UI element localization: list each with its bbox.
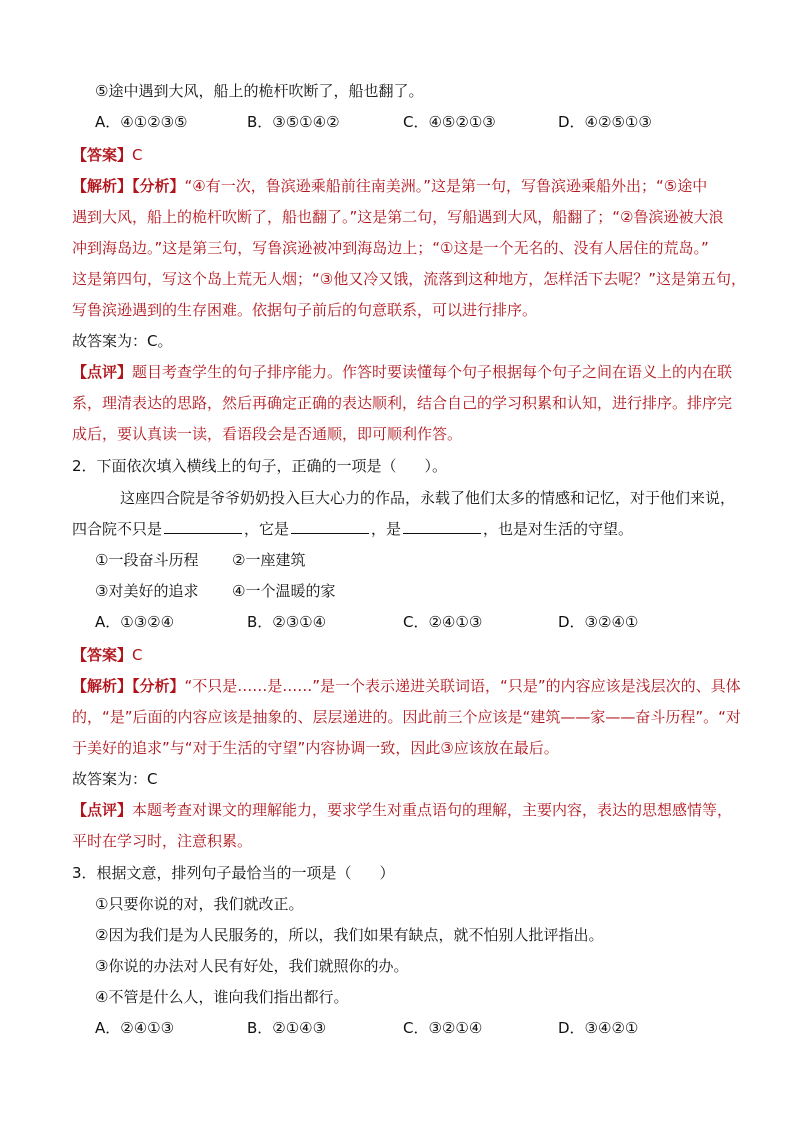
q2-stem (72, 456, 447, 476)
q1-option-a: A．④①②③⑤ (95, 113, 188, 131)
q2-passage-seg-1: 四合院不只是 (72, 520, 163, 538)
q3-stem (72, 863, 395, 883)
q2-final-answer: 故答案为：C (72, 770, 158, 788)
q2-item-3: ③对美好的追求 (95, 582, 199, 600)
q2-passage-seg-2: ，它是 (244, 520, 290, 538)
q3-option-d: D．③④②① (558, 1019, 639, 1037)
q1-option-d: D．④②⑤①③ (558, 113, 652, 131)
q3-option-b: B．②①④③ (247, 1019, 327, 1037)
q1-analysis-line-5: 写鲁滨逊遇到的生存困难。依据句子前后的句意联系，可以进行排序。 (72, 301, 538, 319)
q1-comment-line-1 (72, 362, 732, 382)
q2-passage-seg-3: ，是 (371, 520, 402, 538)
q2-comment-line-2: 平时在学习时，注意积累。 (72, 832, 253, 850)
q1-option-b: B．③⑤①④② (247, 113, 340, 131)
fill-blank-1 (164, 519, 242, 534)
answer-value: C (132, 146, 143, 164)
q1-analysis-line-3: 冲到海岛边。”这是第三句，写鲁滨逊被冲到海岛边上；“①这是一个无名的、没有人居住的荒岛。” (72, 239, 709, 257)
q3-option-c: C．③②①④ (403, 1019, 483, 1037)
q2-comment-line-1 (72, 800, 732, 820)
q2-option-c: C．②④①③ (403, 613, 483, 631)
q1-comment-line-3: 成后，要认真读一读，看语段会是否通顺，即可顺利作答。 (72, 425, 463, 443)
q1-answer (72, 145, 143, 165)
comment-text: 本题考查对课文的理解能力，要求学生对重点语句的理解，主要内容，表达的思想感情等， (132, 801, 733, 819)
q1-comment-line-2: 系，理清表达的思路，然后再确定正确的表达顺利，结合自己的学习积累和认知，进行排序。排序完 (72, 394, 733, 412)
q2-item-1: ①一段奋斗历程 (95, 551, 199, 569)
q2-stem-end: ）。 (424, 457, 448, 475)
q3-stem-text: 3．根据文意，排列句子最恰当的一项是（ (72, 864, 352, 882)
analysis-tag: 【解析】【分析】 (72, 677, 185, 695)
fill-blank-2 (291, 519, 369, 534)
q3-item-4: ④不管是什么人，谁向我们指出都行。 (95, 988, 349, 1006)
q2-item-4: ④一个温暖的家 (232, 582, 336, 600)
q1-item-5: ⑤途中遇到大风，船上的桅杆吹断了，船也翻了。 (95, 82, 424, 100)
analysis-text: “不只是……是……”是一个表示递进关联词语，“只是”的内容应该是浅层次的、具体 (184, 677, 741, 695)
q2-passage-seg-4: ，也是对生活的守望。 (483, 520, 634, 538)
comment-tag: 【点评】 (72, 363, 133, 381)
q2-analysis-line-1 (72, 676, 741, 696)
fill-blank-3 (403, 519, 481, 534)
q2-option-a: A．①③②④ (95, 613, 175, 631)
analysis-tag: 【解析】【分析】 (72, 177, 185, 195)
q1-final-answer: 故答案为：C。 (72, 332, 173, 350)
q3-item-1: ①只要你说的对，我们就改正。 (95, 895, 304, 913)
q2-passage-line-2 (72, 519, 633, 539)
q2-item-2: ②一座建筑 (232, 551, 306, 569)
comment-tag: 【点评】 (72, 801, 133, 819)
q3-item-2: ②因为我们是为人民服务的，所以，我们如果有缺点，就不怕别人批评指出。 (95, 926, 604, 944)
q2-answer (72, 645, 143, 665)
q2-option-d: D．③②④① (558, 613, 639, 631)
answer-tag: 【答案】 (72, 146, 133, 164)
analysis-text: “④有一次，鲁滨逊乘船前往南美洲。”这是第一句，写鲁滨逊乘船外出；“⑤途中 (184, 177, 708, 195)
q2-analysis-line-2: 的，“是”后面的内容应该是抽象的、层层递进的。因此前三个应该是“建筑——家——奋斗历程”。“对 (72, 708, 741, 726)
q2-passage-line-1: 这座四合院是爷爷奶奶投入巨大心力的作品，永载了他们太多的情感和记忆，对于他们来说， (120, 489, 736, 507)
q1-analysis-line-4: 这是第四句，写这个岛上荒无人烟；“③他又冷又饿，流落到这种地方，怎样活下去呢？”这是第五句， (72, 270, 746, 288)
q2-analysis-line-3: 于美好的追求”与“对于生活的守望”内容协调一致，因此③应该放在最后。 (72, 739, 559, 757)
q1-analysis-line-2: 遇到大风，船上的桅杆吹断了，船也翻了。”这是第二句，写船遇到大风，船翻了；“②鲁滨逊被大浪 (72, 208, 724, 226)
q3-option-a: A．②④①③ (95, 1019, 175, 1037)
q3-stem-end: ） (379, 864, 395, 882)
q1-option-c: C．④⑤②①③ (403, 113, 496, 131)
q2-option-b: B．②③①④ (247, 613, 327, 631)
q2-stem-text: 2．下面依次填入横线上的句子，正确的一项是（ (72, 457, 397, 475)
answer-value: C (132, 646, 143, 664)
answer-tag: 【答案】 (72, 646, 133, 664)
q1-analysis-line-1 (72, 176, 707, 196)
q3-item-3: ③你说的办法对人民有好处，我们就照你的办。 (95, 957, 409, 975)
comment-text: 题目考查学生的句子排序能力。作答时要读懂每个句子根据每个句子之间在语义上的内在联 (132, 363, 733, 381)
